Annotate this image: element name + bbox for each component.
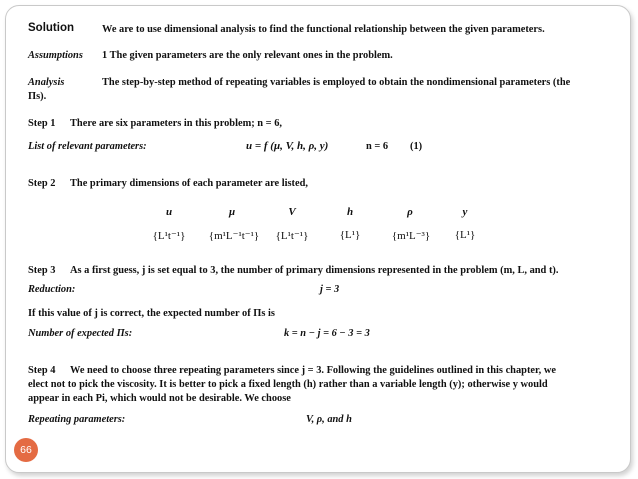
analysis-text-line2: Πs).	[28, 91, 47, 102]
step1-label: Step 1	[28, 118, 56, 129]
step3-text: As a first guess, j is set equal to 3, the number of primary dimensions represented in the problem (m, L, and t).	[70, 265, 559, 276]
step3-reduction-label: Reduction:	[28, 284, 76, 295]
solution-label: Solution	[28, 22, 74, 34]
step3-label: Step 3	[28, 265, 56, 276]
analysis-text-line1: The step-by-step method of repeating variables is employed to obtain the nondimensional parameters (the	[102, 77, 571, 88]
page-number-badge: 66	[14, 438, 38, 462]
step3-expected-label: Number of expected Πs:	[28, 328, 133, 339]
step4-text-line1: We need to choose three repeating parameters since j = 3. Following the guidelines outlined in this chapter, we	[70, 365, 556, 376]
step3-expected-value: k = n − j = 6 − 3 = 3	[284, 328, 370, 339]
dim-mu: {m¹L⁻¹t⁻¹}	[208, 230, 260, 242]
step3-correct-text: If this value of j is correct, the expected number of Πs is	[28, 308, 275, 319]
step1-n-value: n = 6	[366, 141, 389, 152]
step1-text: There are six parameters in this problem; n = 6,	[70, 118, 282, 129]
step2-label: Step 2	[28, 178, 56, 189]
param-rho: ρ	[407, 206, 413, 218]
step4-repeating-label: Repeating parameters:	[28, 414, 126, 425]
step4-repeating-value: V, ρ, and h	[306, 414, 352, 425]
param-h: h	[346, 206, 354, 218]
step3-reduction-value: j = 3	[320, 284, 340, 295]
analysis-label: Analysis	[28, 77, 65, 88]
step1-equation: u = f (μ, V, h, ρ, y)	[246, 140, 329, 152]
dim-y: {L¹}	[454, 229, 476, 241]
assumptions-label: Assumptions	[28, 50, 83, 61]
dim-v: {L¹t⁻¹}	[275, 230, 309, 242]
dim-u: {L¹t⁻¹}	[152, 230, 186, 242]
param-v: V	[288, 206, 296, 218]
step4-text-line2: elect not to pick the viscosity. It is better to pick a fixed length (h) rather than a variable length (y); otherwise y would	[28, 379, 548, 390]
assumptions-text: 1 The given parameters are the only relevant ones in the problem.	[102, 50, 393, 61]
param-u: u	[165, 206, 173, 218]
step1-eq-number: (1)	[410, 141, 423, 152]
param-y: y	[462, 206, 468, 218]
step4-text-line3: appear in each Pi, which would not be desirable. We choose	[28, 393, 291, 404]
solution-text: We are to use dimensional analysis to find the functional relationship between the given parameters.	[102, 24, 545, 35]
param-mu: μ	[228, 206, 236, 218]
step4-label: Step 4	[28, 365, 56, 376]
step2-text: The primary dimensions of each parameter are listed,	[70, 178, 308, 189]
dim-h: {L¹}	[339, 229, 361, 241]
step1-list-label: List of relevant parameters:	[28, 141, 147, 152]
dim-rho: {m¹L⁻³}	[391, 230, 431, 242]
